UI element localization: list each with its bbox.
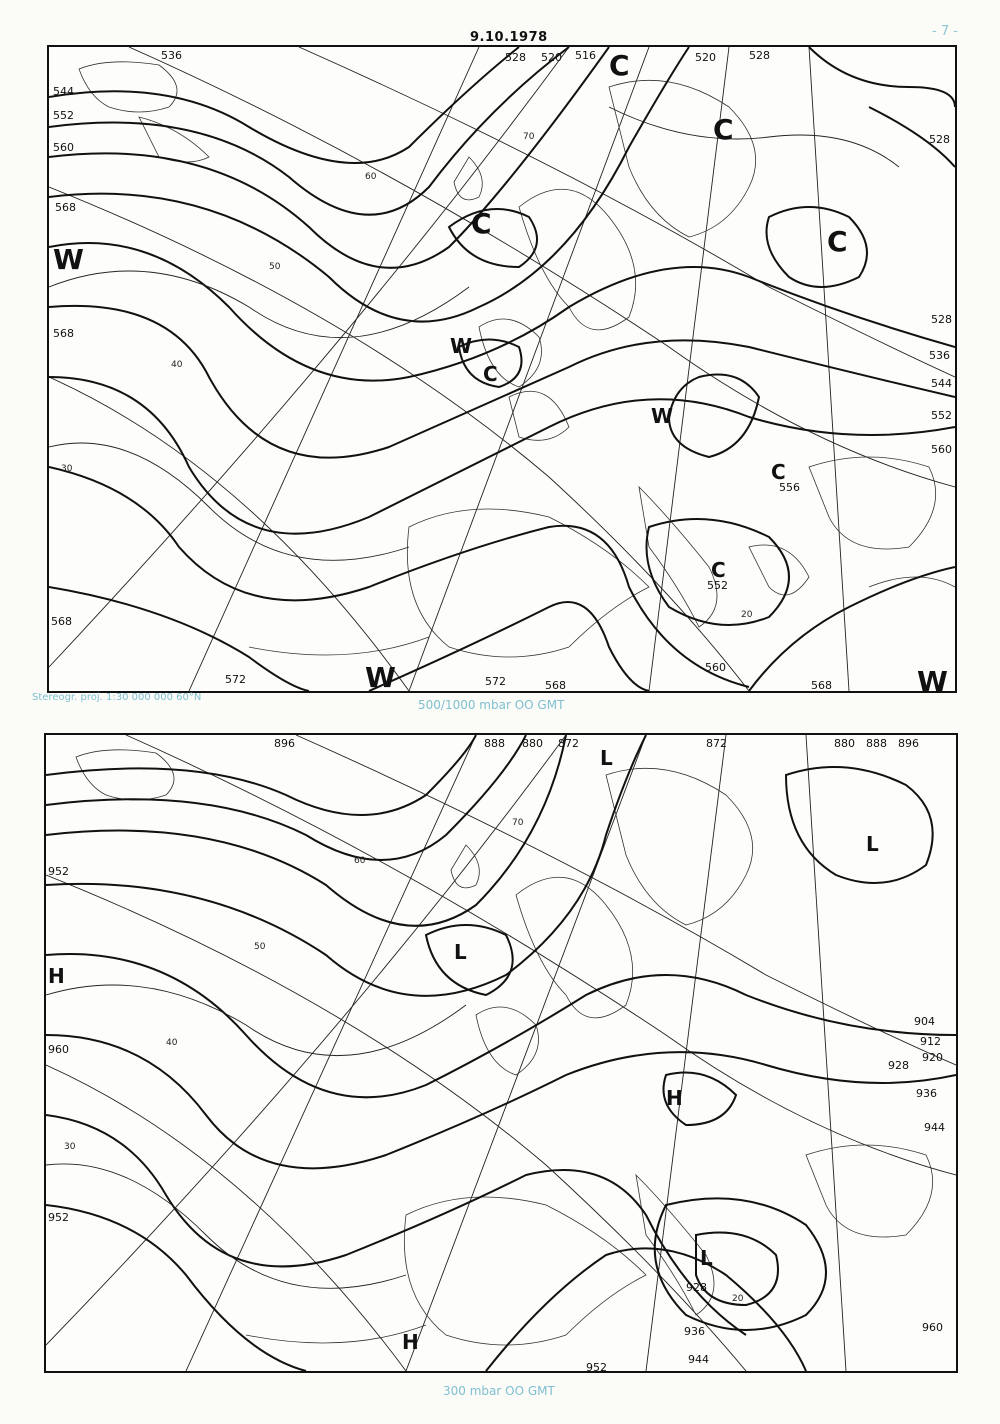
- isoline-label: 536: [161, 49, 182, 62]
- center-c-north-top: C: [609, 49, 630, 82]
- isoline-label: 40: [171, 360, 183, 370]
- chart-date: 9.10.1978: [470, 30, 548, 45]
- isoline-labels: [48, 737, 945, 1371]
- center-l-italy: L: [700, 1246, 713, 1270]
- isoline-label: 70: [512, 818, 524, 828]
- isoline-label: 568: [55, 201, 76, 214]
- center-w-ireland: W: [450, 334, 473, 358]
- isoline-label: 544: [53, 85, 74, 98]
- isoline-label: 936: [684, 1325, 705, 1338]
- center-h-south: H: [402, 1330, 419, 1354]
- isoline-label: 552: [53, 109, 74, 122]
- projection-note: Stereogr. proj. 1:30 000 000 60°N: [32, 692, 202, 703]
- isoline-label: 572: [485, 675, 506, 688]
- map-300-canvas: [46, 735, 956, 1371]
- isoline-label: 944: [924, 1121, 945, 1134]
- isoline-label: 552: [707, 579, 728, 592]
- isoline-label: 928: [888, 1059, 909, 1072]
- center-c-russia: C: [827, 225, 848, 258]
- caption-500-1000-mbar: 500/1000 mbar OO GMT: [418, 698, 565, 712]
- isoline-label: 70: [523, 132, 535, 142]
- isoline-label: 880: [522, 737, 543, 750]
- isoline-label: 896: [274, 737, 295, 750]
- isoline-label: 536: [929, 349, 950, 362]
- coastlines: [79, 62, 955, 657]
- isoline-label: 30: [64, 1142, 76, 1152]
- isoline-label: 40: [166, 1038, 178, 1048]
- isoline-label: 544: [931, 377, 952, 390]
- isoline-label: 60: [354, 856, 366, 866]
- center-c-balkans: C: [771, 460, 786, 484]
- isohypses: [49, 47, 955, 691]
- isoline-label: 568: [545, 679, 566, 691]
- isoline-label: 568: [53, 327, 74, 340]
- graticule: [49, 47, 955, 691]
- center-c-italy: C: [711, 558, 726, 582]
- map-500-1000-canvas: [49, 47, 955, 691]
- isoline-label: 568: [51, 615, 72, 628]
- center-c-scandinavia: C: [713, 113, 734, 146]
- isoline-label: 560: [705, 661, 726, 674]
- isoline-label: 528: [505, 51, 526, 64]
- isoline-label: 880: [834, 737, 855, 750]
- isoline-label: 528: [929, 133, 950, 146]
- page-number: - 7 -: [932, 24, 958, 39]
- isoline-label: 20: [741, 610, 753, 620]
- isoline-label: 50: [269, 262, 281, 272]
- isoline-label: 50: [254, 942, 266, 952]
- center-w-southeast: W: [917, 665, 948, 691]
- map-300-mbar: [44, 733, 958, 1373]
- center-c-north-sea: C: [471, 207, 492, 240]
- isoline-label: 572: [225, 673, 246, 686]
- isoline-label: 520: [695, 51, 716, 64]
- center-h-central-europe: H: [666, 1086, 683, 1110]
- isoline-label: 920: [922, 1051, 943, 1064]
- isoline-label: 888: [866, 737, 887, 750]
- center-l-russia: L: [866, 832, 879, 856]
- center-w-atlantic-west: W: [53, 243, 84, 276]
- isoline-label: 872: [558, 737, 579, 750]
- isohypses: [46, 735, 956, 1371]
- isoline-label: 560: [931, 443, 952, 456]
- center-h-west: H: [48, 964, 65, 988]
- isoline-label: 20: [732, 1294, 744, 1304]
- map-500-1000-mbar: [47, 45, 957, 693]
- isoline-label: 872: [706, 737, 727, 750]
- center-w-south-atlantic: W: [365, 661, 396, 691]
- isoline-label: 952: [586, 1361, 607, 1371]
- isoline-label: 960: [922, 1321, 943, 1334]
- isoline-label: 528: [931, 313, 952, 326]
- isoline-label: 556: [779, 481, 800, 494]
- caption-300-mbar: 300 mbar OO GMT: [443, 1384, 555, 1398]
- isoline-label: 520: [541, 51, 562, 64]
- graticule: [46, 735, 956, 1371]
- isoline-label: 888: [484, 737, 505, 750]
- pressure-centers: [48, 746, 879, 1354]
- isoline-label: 904: [914, 1015, 935, 1028]
- isoline-label: 896: [898, 737, 919, 750]
- isoline-label: 30: [61, 464, 73, 474]
- isoline-label: 912: [920, 1035, 941, 1048]
- isoline-label: 552: [931, 409, 952, 422]
- relative-topography: [49, 107, 899, 560]
- isoline-label: 952: [48, 1211, 69, 1224]
- isoline-label: 568: [811, 679, 832, 691]
- isoline-label: 928: [686, 1281, 707, 1294]
- isoline-label: 516: [575, 49, 596, 62]
- isoline-label: 60: [365, 172, 377, 182]
- center-l-british-isles: L: [454, 940, 467, 964]
- isoline-label: 952: [48, 865, 69, 878]
- pressure-centers: [53, 49, 948, 691]
- center-w-central-europe: W: [651, 404, 674, 428]
- isoline-label: 560: [53, 141, 74, 154]
- isoline-label: 936: [916, 1087, 937, 1100]
- isoline-label: 960: [48, 1043, 69, 1056]
- center-c-britain: C: [483, 362, 498, 386]
- center-l-north-top: L: [600, 746, 613, 770]
- isoline-label: 528: [749, 49, 770, 62]
- isoline-label: 944: [688, 1353, 709, 1366]
- isoline-labels: [51, 49, 952, 691]
